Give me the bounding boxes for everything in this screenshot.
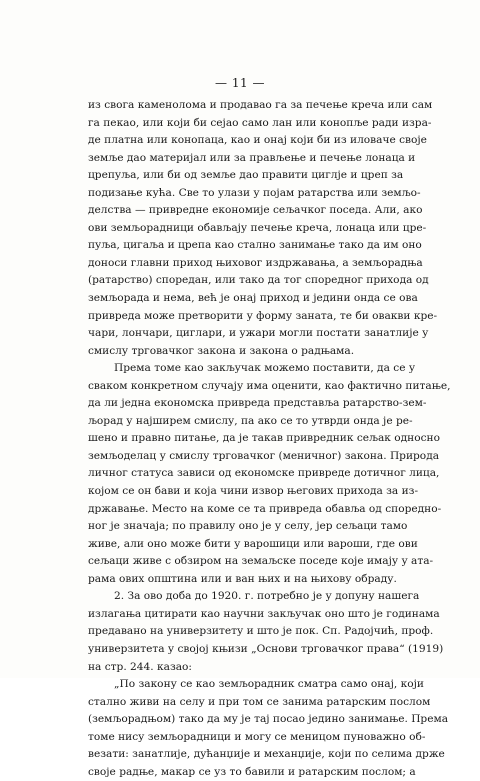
page-number: — 11 — xyxy=(215,76,265,90)
text-line: 2. За ово доба до 1920. г. потребно је у допуну нашега xyxy=(114,590,420,603)
text-line: пуља, цигаља и црепа као стално занимање тако да им оно xyxy=(88,239,422,252)
text-line: сељаци живе с обзиром на земаљске поседе које имају у ата- xyxy=(88,555,434,568)
text-line: земље дао материјал или за прављење и печење лонаца и xyxy=(88,151,416,164)
paragraph xyxy=(88,97,438,360)
text-line: рама ових општина или и ван њих и на њихову обраду. xyxy=(88,572,397,585)
text-line: личног статуса зависи од економске привреде дотичног лица, xyxy=(88,467,440,480)
text-line: де платна или конопаца, као и онај који би из иловаче своје xyxy=(88,134,427,147)
text-line: сваком конкретном случају има оценити, као фактично питање, xyxy=(88,379,451,392)
text-line: из свога каменолома и продавао га за печење креча или сам xyxy=(88,99,433,111)
text-line: шено и правно питање, да је такав привредник сељак односно xyxy=(88,432,440,445)
text-line: стално живи на селу и при том се занима ратарским послом xyxy=(88,695,431,708)
text-line: земљоделац у смислу трговачког (меничног) закона. Природа xyxy=(88,449,440,462)
text-line: излагања цитирати као научни закључак оно што је годинама xyxy=(88,607,440,620)
text-line: томе нису земљорадници и могу се меницом пуноважно об- xyxy=(88,730,426,743)
paragraph xyxy=(88,360,451,588)
text-line: везати: занатлије, дућанџије и механџије, који по селима држе xyxy=(88,748,445,761)
text-line: Према томе као закључак можемо поставити, да се у xyxy=(114,362,416,375)
text-line: којом се он бави и која чини извор његових прихода за из- xyxy=(88,485,419,498)
body-text xyxy=(88,97,451,781)
quotation xyxy=(88,676,449,781)
text-line: чари, лончари, циглари, и ужари могли постати занатлије у xyxy=(88,327,429,340)
paragraph xyxy=(88,588,444,676)
text-line: државање. Место на коме се та привреда обавља од споредно- xyxy=(88,502,442,515)
text-line: црепуља, или би од земље дао правити циглје и цреп за xyxy=(88,169,404,182)
text-line: универзитета у својој књизи „Основи трговачког права“ (1919) xyxy=(88,642,444,655)
text-line: га пекао, или који би сејао само лан или конопље ради изра- xyxy=(88,116,432,129)
text-line: на стр. 244. казао: xyxy=(88,660,192,673)
text-line: да ли једна економска привреда представља ратарство-зем- xyxy=(88,397,427,410)
text-line: предавано на универзитету и што је пок. Сп. Радојчић, проф. xyxy=(88,625,434,638)
text-line: земљорада и нема, већ је онај приход и једини онда се ова xyxy=(88,292,418,305)
text-line: (ратарство) споредан, или тако да тог споредног прихода од xyxy=(88,274,429,287)
text-line: „По закону се као земљорадник сматра само онај, који xyxy=(114,678,424,691)
text-line: доноси главни приход њиховог издржавања, а земљорадња xyxy=(88,256,423,269)
text-line: ног је значаја; по правилу оно је у селу, јер сељаци тамо xyxy=(88,520,408,533)
text-line: љорад у најширем смислу, па ако се то утврди онда је ре- xyxy=(88,414,413,427)
text-line: делства — привредне економије сељачког поседа. Али, ако xyxy=(88,204,423,217)
text-line: ови земљорадници обављају печење креча, лонаца или цре- xyxy=(88,221,427,234)
text-line: живе, али оно може бити у варошици или вароши, где ови xyxy=(88,537,418,550)
text-line: (земљорадњом) тако да му је тај посао једино занимање. Према xyxy=(88,713,449,726)
text-line: смислу трговачког закона и закона о радњама. xyxy=(88,344,355,357)
text-line: привреда може претворити у форму заната, те би овакви кре- xyxy=(88,309,438,322)
text-line: подизање кућа. Све то улази у појам ратарства или земљо- xyxy=(88,186,421,199)
text-line: своје радње, макар се уз то бавили и ратарским послом; а xyxy=(88,765,416,778)
